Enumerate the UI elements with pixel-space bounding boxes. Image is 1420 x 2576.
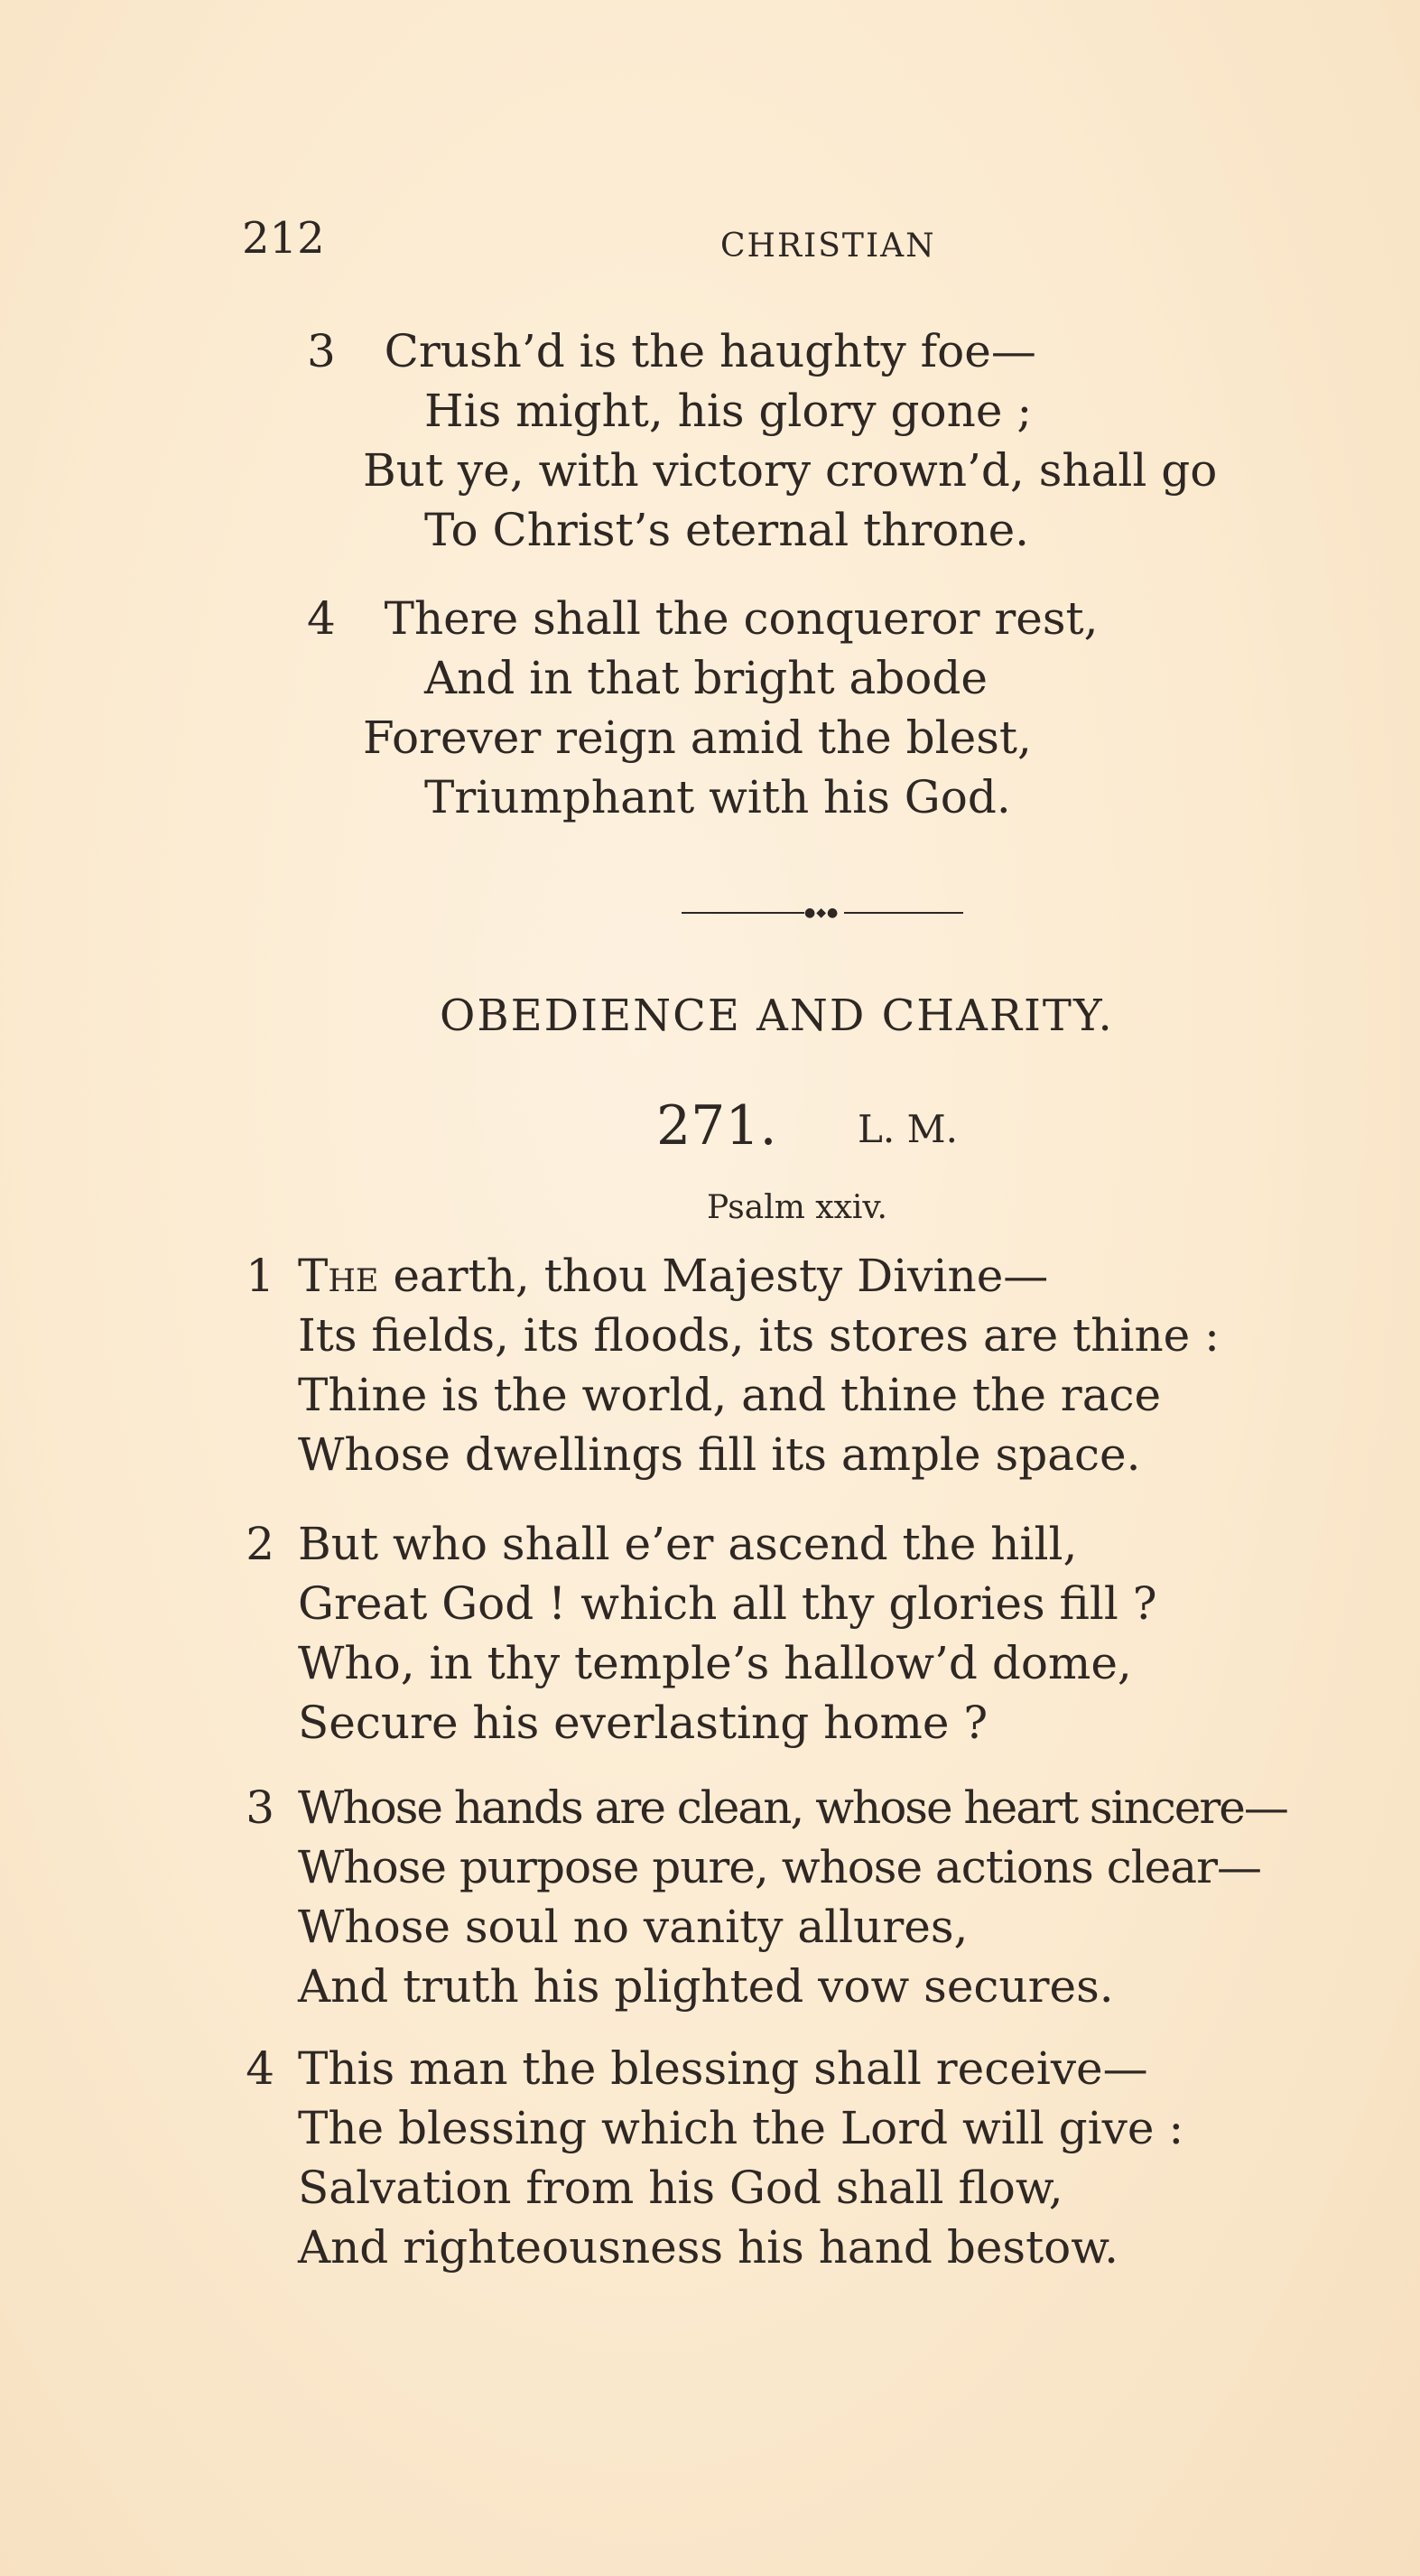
- hymn-meter: L. M.: [858, 1107, 958, 1151]
- stanza-line-text: earth, thou Majesty Divine—: [378, 1250, 1049, 1302]
- stanza-line: Its fields, its floods, its stores are thine :: [298, 1309, 1220, 1362]
- stanza-line-text: There shall the conqueror rest,: [384, 592, 1099, 645]
- hymn-stanza-2: [238, 1514, 1157, 1753]
- stanza-line: Whose purpose pure, whose actions clear—: [298, 1841, 1261, 1893]
- hymn-stanza-4: [238, 2039, 1183, 2277]
- stanza-line: But who shall e’er ascend the hill,: [298, 1518, 1078, 1570]
- stanza-line: Triumphant with his God.: [424, 771, 1011, 823]
- stanza-line: [307, 321, 1217, 381]
- stanza-line: Great God ! which all thy glories fill ?: [298, 1577, 1157, 1630]
- stanza-line: Who, in thy temple’s hallow’d dome,: [298, 1637, 1132, 1689]
- previous-hymn-stanza-3: [307, 321, 1217, 560]
- stanza-line: And righteousness his hand bestow.: [298, 2221, 1119, 2274]
- stanza-number: 1: [246, 1250, 274, 1302]
- stanza-line: Whose soul no vanity allures,: [298, 1901, 969, 1953]
- stanza-line: Salvation from his God shall flow,: [298, 2162, 1063, 2214]
- stanza-line: And truth his plighted vow secures.: [298, 1960, 1114, 2013]
- psalm-reference: Psalm xxiv.: [707, 1189, 887, 1226]
- page-number: 212: [242, 213, 325, 264]
- stanza-number: 4: [246, 2042, 274, 2095]
- stanza-line: The blessing which the Lord will give :: [298, 2102, 1184, 2154]
- stanza-line: Whose hands are clean, whose heart sincere—: [298, 1781, 1287, 1834]
- stanza-line: To Christ’s eternal throne.: [424, 504, 1030, 556]
- stanza-line: [238, 1246, 1220, 1306]
- section-title: OBEDIENCE AND CHARITY.: [440, 990, 1114, 1041]
- stanza-line: [307, 589, 1099, 648]
- stanza-number: 4: [307, 592, 336, 645]
- stanza-number: 3: [246, 1781, 274, 1834]
- previous-hymn-stanza-4: [307, 589, 1099, 827]
- hymn-stanza-3: [238, 1778, 1287, 2016]
- stanza-line: Whose dwellings fill its ample space.: [298, 1428, 1141, 1481]
- stanza-number: 3: [307, 325, 336, 377]
- stanza-line: But ye, with victory crown’d, shall go: [363, 444, 1218, 497]
- stanza-line: And in that bright abode: [424, 652, 988, 704]
- stanza-number: 2: [246, 1518, 274, 1570]
- hymn-stanza-1: [238, 1246, 1220, 1484]
- stanza-line: This man the blessing shall receive—: [298, 2042, 1148, 2095]
- running-head: CHRISTIAN: [720, 228, 936, 265]
- stanza-line: Forever reign amid the blest,: [363, 711, 1032, 764]
- stanza-line-text: Crush’d is the haughty foe—: [384, 325, 1036, 377]
- stanza-line: Thine is the world, and thine the race: [298, 1369, 1162, 1421]
- first-word: The: [298, 1250, 379, 1302]
- ornamental-divider: [682, 907, 963, 919]
- hymn-number: 271.: [656, 1094, 777, 1158]
- diamond-ornament-icon: ●◆●: [804, 906, 840, 920]
- stanza-line: Secure his everlasting home ?: [298, 1697, 988, 1749]
- stanza-line: His might, his glory gone ;: [424, 385, 1033, 437]
